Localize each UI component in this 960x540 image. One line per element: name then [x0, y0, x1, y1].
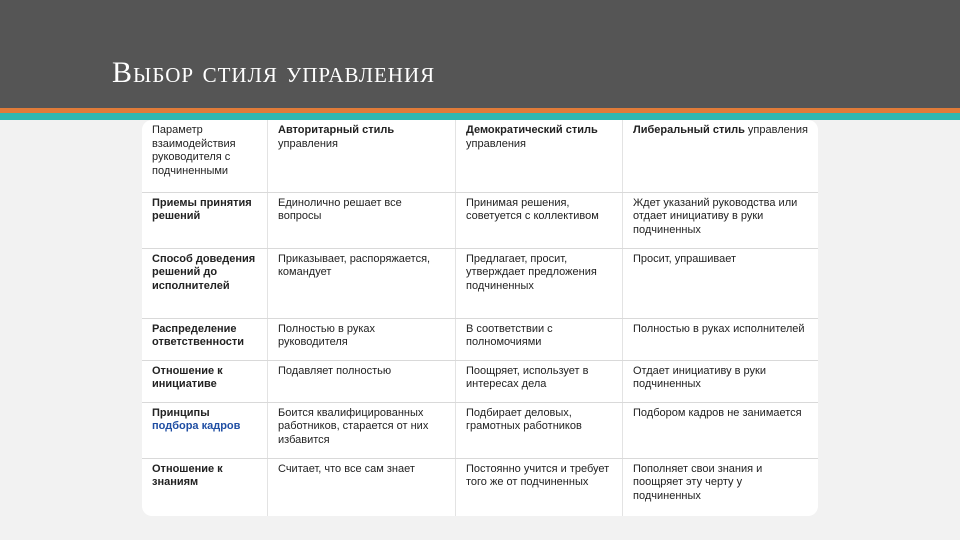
row-liberal: Отдает инициативу в руки подчиненных — [623, 360, 819, 402]
row-parameter: Распределение ответственности — [142, 318, 268, 360]
management-styles-table — [142, 120, 818, 516]
table-row — [142, 458, 818, 516]
row-liberal: Пополняет свои знания и поощряет эту черту у подчиненных — [633, 462, 763, 502]
header-democratic-bold: Демократический стиль — [466, 124, 598, 136]
header-liberal-bold: Либеральный стиль — [633, 124, 745, 136]
header-cell-authoritarian — [268, 120, 456, 192]
table-row — [142, 318, 818, 360]
row-democratic: Поощряет, использует в интересах дела — [456, 360, 623, 402]
header-democratic-rest: управления — [466, 137, 526, 150]
row-authoritarian: Приказывает, распоряжается, командует — [268, 248, 456, 318]
slide-header — [0, 0, 960, 108]
table-header-row — [142, 120, 818, 192]
row-authoritarian: Подавляет полностью — [268, 360, 456, 402]
row-parameter: Отношение к инициативе — [142, 360, 268, 402]
row-parameter: Отношение к знаниям — [142, 458, 268, 516]
row-liberal: Подбором кадров не занимается — [623, 402, 819, 458]
header-authoritarian-rest: управления — [278, 137, 338, 150]
table-panel — [142, 120, 818, 516]
table-row — [142, 192, 818, 248]
row-democratic: Подбирает деловых, грамотных работников — [456, 402, 623, 458]
row-liberal: Просит, упрашивает — [623, 248, 819, 318]
row-parameter: Приемы принятия решений — [142, 192, 268, 248]
header-cell-liberal — [623, 120, 819, 192]
table-row — [142, 360, 818, 402]
table-row — [142, 402, 818, 458]
row-authoritarian: Полностью в руках руководителя — [268, 318, 456, 360]
row-authoritarian: Единолично решает все вопросы — [268, 192, 456, 248]
row-democratic: Предлагает, просит, утверждает предложения подчиненных — [456, 248, 623, 318]
row-parameter-part2: подбора кадров — [152, 420, 241, 432]
row-democratic: Принимая решения, советуется с коллективом — [456, 192, 623, 248]
row-authoritarian: Считает, что все сам знает — [268, 458, 456, 516]
row-democratic: Постоянно учится и требует того же от подчиненных — [456, 458, 623, 516]
accent-stripe-teal — [0, 113, 960, 120]
table-row — [142, 248, 818, 318]
row-liberal: Ждет указаний руководства или отдает инициативу в руки подчиненных — [623, 192, 819, 248]
row-authoritarian: Боится квалифицированных работников, старается от них избавится — [268, 402, 456, 458]
row-parameter-part1: Принципы — [152, 406, 210, 419]
page-title: Выбор стиля управления — [112, 56, 436, 89]
header-cell-parameter: Параметр взаимодействия руководителя с подчиненными — [142, 120, 268, 192]
header-cell-democratic — [456, 120, 623, 192]
row-liberal: Полностью в руках исполнителей — [623, 318, 819, 360]
row-parameter: Способ доведения решений до исполнителей — [142, 248, 268, 318]
row-parameter — [142, 402, 268, 458]
header-liberal-rest: управления — [747, 124, 808, 136]
row-democratic: В соответствии с полномочиями — [456, 318, 623, 360]
header-authoritarian-bold: Авторитарный стиль — [278, 124, 395, 136]
